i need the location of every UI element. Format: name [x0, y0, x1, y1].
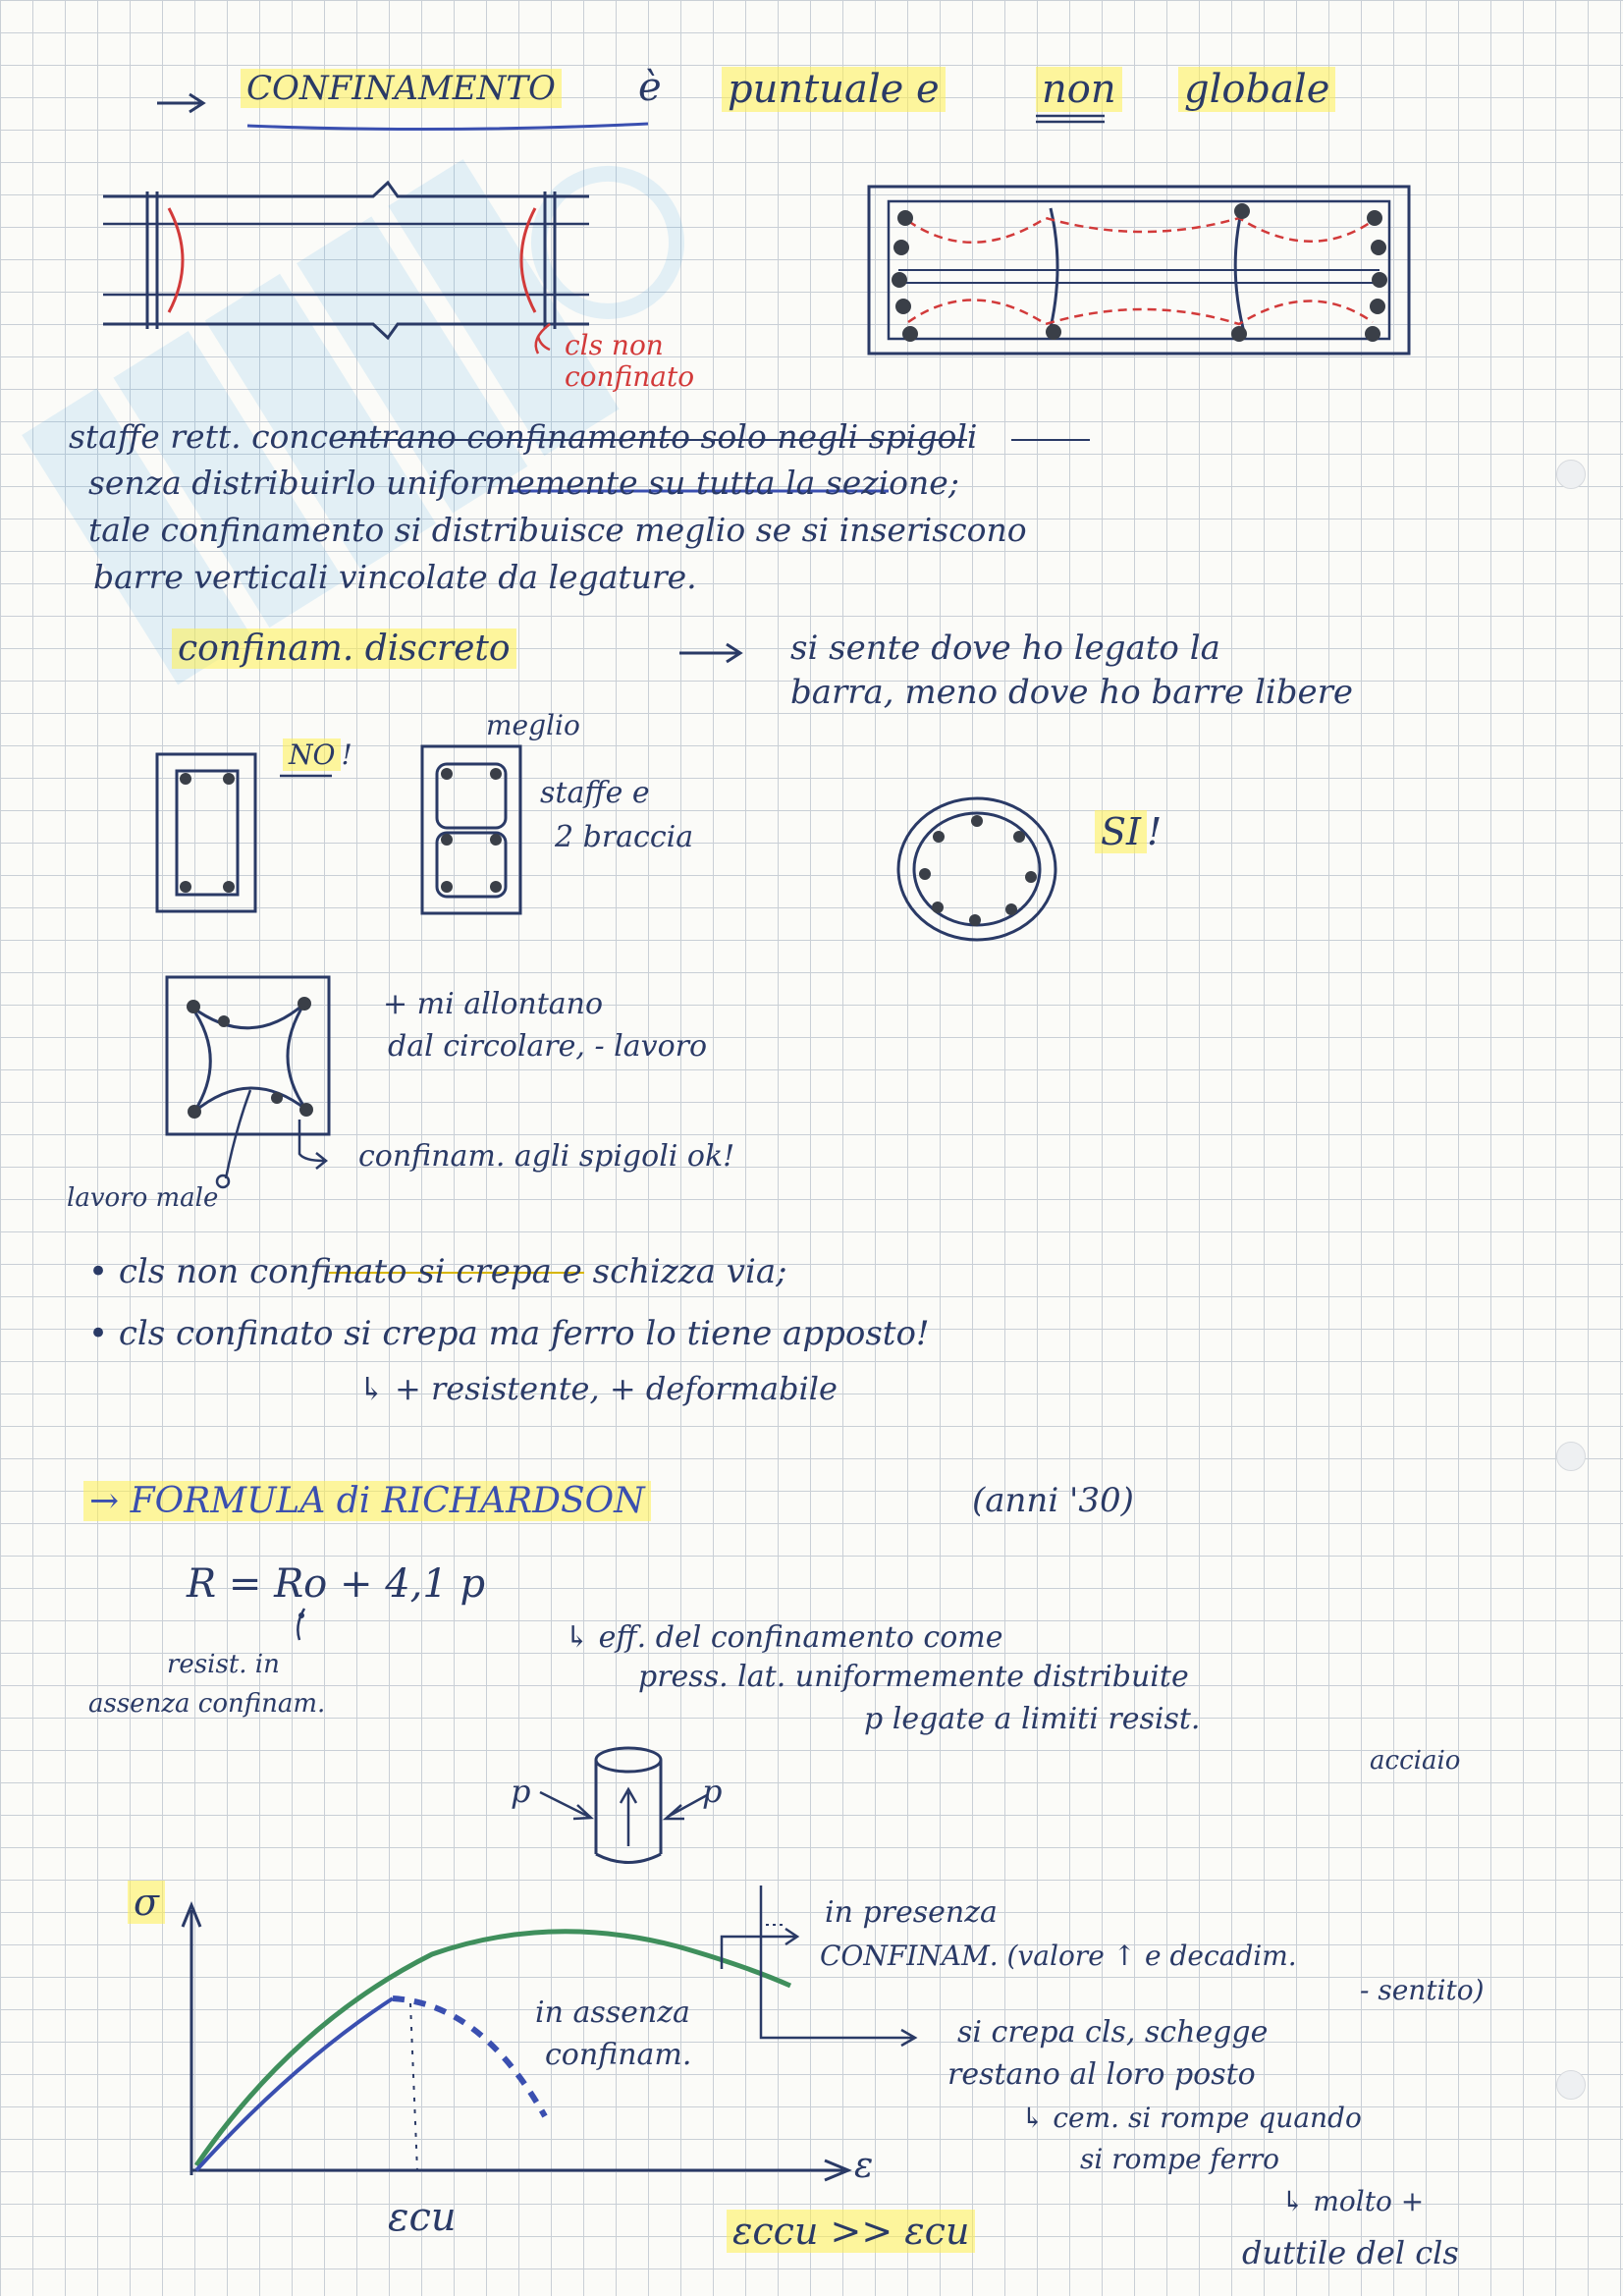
in-presenza-3: - sentito)	[1360, 1974, 1485, 2006]
in-presenza-2: CONFINAM. (valore ↑ e decadim.	[820, 1940, 1297, 1972]
stress-strain-graph	[183, 1886, 915, 2180]
si-label: SI !	[1095, 810, 1162, 853]
cls-arrow	[538, 336, 550, 350]
discreto-label: confinam. discreto	[172, 629, 516, 669]
graph-x-label: ε	[854, 2146, 874, 2186]
graph-y-label: σ	[128, 1881, 165, 1924]
heading-title: CONFINAMENTO	[241, 69, 562, 108]
p-left-label: p	[511, 1773, 531, 1810]
p-note-4: acciaio	[1370, 1746, 1461, 1776]
para1-line2: senza distribuirlo uniformemente su tutta la sezione;	[88, 464, 959, 502]
heading-globale: globale	[1178, 67, 1335, 112]
beam-longitudinal-diagram	[103, 183, 589, 354]
heading-rest: puntuale e	[722, 67, 946, 112]
section-meglio-diagram	[422, 746, 520, 913]
section-no-diagram	[157, 754, 255, 911]
graph-eccu: εccu >> εcu	[727, 2210, 975, 2253]
heading-verb: è	[638, 65, 662, 110]
lavoro-male-note: lavoro male	[67, 1183, 219, 1213]
richardson-period: (anni '30)	[972, 1481, 1134, 1520]
cls-line-2: • cls confinato si crepa ma ferro lo tiene apposto!	[88, 1314, 930, 1353]
p-right-label: p	[702, 1773, 723, 1810]
cls-line-1: • cls non confinato si crepa e schizza via;	[88, 1252, 787, 1291]
heading-non: non	[1036, 67, 1122, 112]
staffe-label-1: staffe e	[540, 776, 650, 810]
section-square-diagram	[167, 977, 329, 1187]
ro-note-2: assenza confinam.	[88, 1689, 326, 1719]
cls-label-2: confinato	[565, 360, 695, 393]
in-assenza-2: confinam.	[545, 2038, 692, 2072]
crepa-1: si crepa cls, schegge	[957, 2015, 1269, 2050]
richardson-title: → FORMULA di RICHARDSON	[83, 1481, 651, 1521]
cls-label-1: cls non	[565, 329, 664, 361]
square-corner-note: confinam. agli spigoli ok!	[358, 1139, 735, 1174]
meglio-label: meglio	[486, 709, 580, 741]
discreto-text-2: barra, meno dove ho barre libere	[790, 673, 1353, 712]
duttile-1: ↳ molto +	[1281, 2185, 1425, 2217]
cylinder-diagram	[540, 1748, 707, 1863]
graph-ecu: εcu	[388, 2195, 457, 2240]
section-circular-diagram	[898, 798, 1055, 940]
in-presenza-1: in presenza	[825, 1895, 998, 1930]
square-text-1: + mi allontano	[383, 987, 604, 1021]
rompe-1: ↳ cem. si rompe quando	[1021, 2102, 1362, 2134]
unconfined-curve	[196, 1998, 393, 2170]
richardson-formula: R = Ro + 4,1 p	[187, 1561, 486, 1607]
discreto-text-1: si sente dove ho legato la	[790, 629, 1220, 668]
cls-line-3: ↳ + resistente, + deformabile	[358, 1370, 838, 1407]
beam-cross-section-diagram	[869, 187, 1409, 354]
no-label: NO !	[283, 738, 352, 771]
para1-line4: barre verticali vincolate da legature.	[93, 558, 697, 596]
ro-note-1: resist. in	[167, 1650, 280, 1679]
para1-line1: staffe rett. concentrano confinamento solo negli spigoli	[69, 417, 978, 456]
square-text-2: dal circolare, - lavoro	[388, 1029, 708, 1064]
p-note-2: press. lat. uniformemente distribuite	[638, 1660, 1189, 1694]
p-note-3: p legate a limiti resist.	[864, 1702, 1201, 1736]
para1-line3: tale confinamento si distribuisce meglio se si inseriscono	[88, 511, 1027, 549]
crepa-2: restano al loro posto	[947, 2057, 1256, 2092]
in-assenza-1: in assenza	[535, 1995, 690, 2030]
duttile-2: duttile del cls	[1242, 2234, 1459, 2271]
rompe-2: si rompe ferro	[1080, 2143, 1279, 2175]
staffe-label-2: 2 braccia	[555, 820, 694, 854]
p-note-1: ↳ eff. del confinamento come	[565, 1620, 1003, 1655]
